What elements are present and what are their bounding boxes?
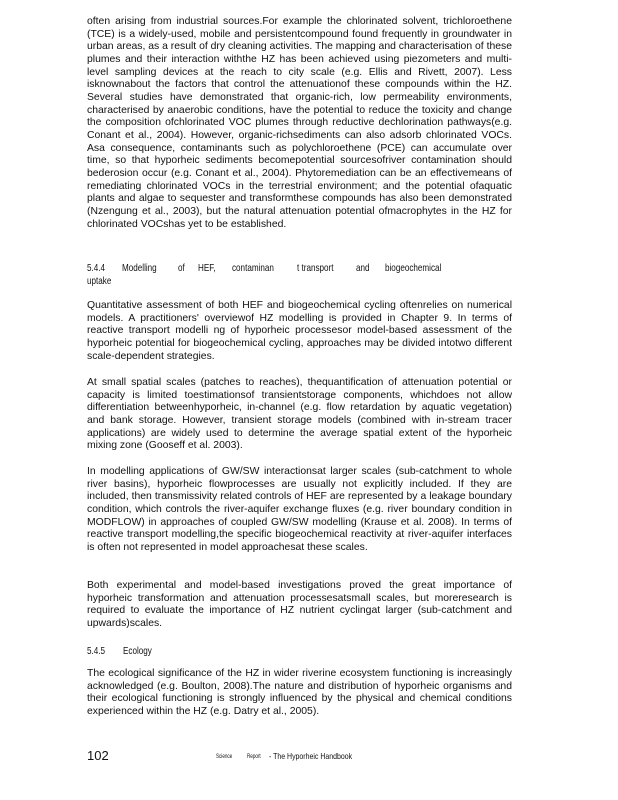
paragraph-investigations: Both experimental and model-based investigations proved the great importance of hyporheic transformation and attenuation processesatsmall scales, but moreresearch is required to evaluate the importance of HZ nutrient cyclingat larger (sub-catchment and upwards)scales.	[87, 580, 512, 629]
section-heading-5-4-4	[87, 263, 512, 288]
footer-label-report: Report	[247, 753, 261, 760]
footer-label-science: Science	[216, 753, 233, 760]
heading-number: 5.4.4	[87, 263, 106, 274]
heading-word: biogeochemical	[384, 263, 442, 274]
paragraph-modelling-intro: Quantitative assessment of both HEF and biogeochemical cycling oftenrelies on numerical models. A practitioners' overviewof HZ modelling is provided in Chapter 9. In terms of reactive transport modelli ng of hyporheic processesor model-based assessment of the hyporheic potential for biogeochemical cycling, approaches may be divided intotwo different scale-dependent strategies.	[87, 300, 512, 362]
heading-line2: uptake	[87, 275, 112, 287]
paragraph-ecology: The ecological significance of the HZ in wider riverine ecosystem functioning is increasingly acknowledged (e.g. Boulton, 2008).The nature and distribution of hyporheic organisms and their ecological functioning is strongly influenced by the physical and chemical conditions experienced within the HZ (e.g. Datry et al., 2005).	[87, 668, 512, 717]
heading-number: 5.4.5	[87, 646, 106, 657]
page-number: 102	[87, 748, 109, 763]
section-heading-5-4-5	[87, 646, 512, 659]
heading-word: Modelling	[121, 263, 157, 274]
heading-word: HEF,	[198, 263, 216, 274]
page-footer	[87, 748, 527, 764]
heading-word: t transport	[297, 263, 334, 274]
heading-word: of	[177, 263, 185, 274]
paragraph-small-scales: At small spatial scales (patches to reaches), thequantification of attenuation potential or capacity is limited toestimationsof transientstorage components, whichdoes not allow differentiation betweenhyporheic, in-channel (e.g. flow retardation by aquatic vegetation) and bank storage. However, transient storage models (combined with in-stream tracer applications) are widely used to determine the average spatial extent of the hyporheic mixing zone (Gooseff et al. 2003).	[87, 377, 512, 452]
heading-word: contaminan	[232, 263, 275, 274]
heading-title: Ecology	[123, 646, 152, 657]
heading-word: and	[355, 263, 370, 274]
footer-title: - The Hyporheic Handbook	[269, 752, 353, 761]
paragraph-larger-scales: In modelling applications of GW/SW interactionsat larger scales (sub-catchment to whole river basins), hyporheic flowprocesses are usually not explicitly included. If they are included, then transmissivity related controls of HEF are represented by a leakage boundary condition, which controls the river-aquifer exchange fluxes (e.g. river boundary condition in MODFLOW) in approaches of coupled GW/SW modelling (Krause et al. 2008). In terms of reactive transport modelling,the specific biogeochemical reactivity at river-aquifer interfaces is often not represented in model approachesat these scales.	[87, 466, 512, 553]
paragraph-vocs: often arising from industrial sources.For example the chlorinated solvent, trichloroethene (TCE) is a widely-used, mobile and persistentcompound found frequently in groundwater in urban areas, as a result of dry cleaning activities. The mapping and characterisation of these plumes and their interaction withthe HZ has been achieved using piezometers and multi-level sampling devices at the reach to city scale (e.g. Ellis and Rivett, 2007). Less isknownabout the factors that control the attenuationof these compounds within the HZ. Several studies have demonstrated that organic-rich, low permeability environments, characterised by anaerobic conditions, have the potential to reduce the toxicity and change the composition ofchlorinated VOC plumes through reductive dechlorination pathways(e.g. Conant et al., 2004). However, organic-richsediments can also adsorb chlorinated VOCs. Asa consequence, contaminants such as polychloroethene (PCE) can accumulate over time, so that hyporheic sediments becomepotential sourcesofriver contamination should bederosion occur (e.g. Conant et al., 2004). Phytoremediation can be an effectivemeans of remediating chlorinated VOCs in the terrestrial environment; and the potential ofaquatic plants and algae to sequester and transformthese compounds has also been demonstrated (Nzengung et al., 2003), but the natural attenuation potential ofmacrophytes in the HZ for chlorinated VOCshas yet to be established.	[87, 16, 512, 230]
